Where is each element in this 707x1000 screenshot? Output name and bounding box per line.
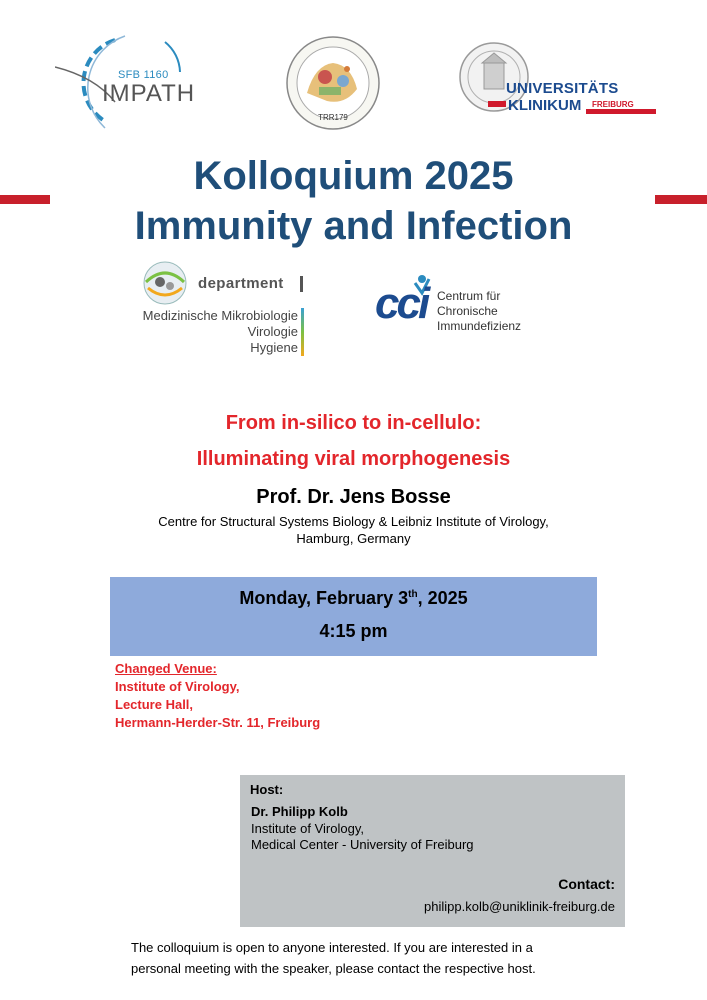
- department-logo: [140, 254, 310, 364]
- date-prefix: Monday, February 3: [239, 588, 409, 608]
- talk-title-line2: Illuminating viral morphogenesis: [196, 448, 511, 470]
- date-suffix-ordinal: th: [408, 589, 418, 600]
- trr179-seal: [285, 35, 381, 131]
- impath-name: IMPATH: [102, 80, 196, 107]
- department-line2: Virologie: [247, 324, 298, 339]
- department-accent-bar: [301, 308, 304, 356]
- footer-note: [131, 937, 651, 979]
- talk-title-line1: From in-silico to in-cellulo:: [225, 412, 482, 434]
- page-title-line2: Immunity and Infection: [134, 204, 573, 248]
- event-date: [110, 588, 597, 609]
- uk-line1: UNIVERSITÄTS: [506, 80, 619, 97]
- uk-line2: KLINIKUM: [508, 97, 582, 114]
- cci-logo: [375, 273, 555, 333]
- affiliation-line2: Hamburg, Germany: [296, 531, 411, 546]
- cci-text: [437, 289, 555, 334]
- department-sphere-icon: [140, 258, 190, 308]
- host-box: [240, 775, 625, 927]
- speaker-name: Prof. Dr. Jens Bosse: [256, 486, 451, 508]
- venue-line2: Lecture Hall,: [115, 697, 194, 712]
- venue-block: [115, 660, 320, 732]
- cci-line2: Immundefizienz: [437, 319, 522, 333]
- host-institute: Institute of Virology,: [251, 821, 364, 836]
- event-time: 4:15 pm: [319, 621, 388, 641]
- department-names: [143, 308, 298, 356]
- department-bar: [300, 276, 303, 292]
- date-year: , 2025: [417, 588, 468, 608]
- uk-freiburg: FREIBURG: [592, 100, 634, 109]
- impath-logo: [55, 32, 196, 132]
- venue-line1: Institute of Virology,: [115, 679, 240, 694]
- speaker-affiliation: [0, 513, 707, 547]
- footer-line2: personal meeting with the speaker, please contact the respective host.: [131, 961, 536, 976]
- cci-line1: Centrum für Chronische: [437, 289, 501, 318]
- trr-label: TRR179: [318, 113, 348, 122]
- uk-red-bar: [488, 101, 506, 107]
- impath-sfb-label: SFB 1160: [118, 69, 169, 81]
- date-box: [110, 577, 597, 656]
- department-line1: Medizinische Mikrobiologie: [142, 308, 298, 323]
- contact-heading: Contact:: [558, 876, 615, 892]
- contact-email-link[interactable]: philipp.kolb@uniklinik-freiburg.de: [424, 899, 615, 914]
- page-title-line1: Kolloquium 2025: [193, 154, 514, 198]
- department-line3: Hygiene: [250, 340, 298, 355]
- affiliation-line1: Centre for Structural Systems Biology & Leibniz Institute of Virology,: [158, 514, 549, 529]
- venue-line3: Hermann-Herder-Str. 11, Freiburg: [115, 715, 321, 730]
- host-center: Medical Center - University of Freiburg: [251, 837, 474, 852]
- cci-letters: cci: [375, 279, 428, 328]
- host-name: Dr. Philipp Kolb: [251, 804, 348, 819]
- footer-line1: The colloquium is open to anyone interested. If you are interested in a: [131, 940, 533, 955]
- uk-red-underline: [586, 109, 656, 114]
- department-word: department: [198, 275, 284, 292]
- venue-heading: Changed Venue:: [115, 661, 217, 676]
- host-heading: Host:: [250, 782, 284, 797]
